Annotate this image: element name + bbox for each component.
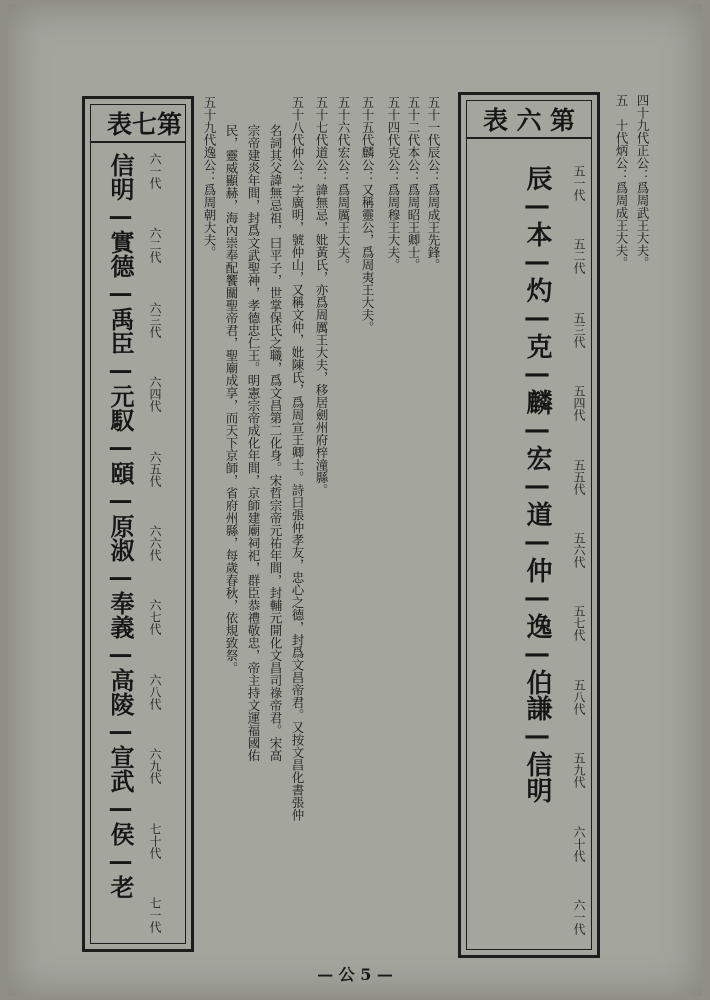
generation-label: 六一代 <box>148 153 162 189</box>
note-55th-gen: 五十五代麟公：又稱靈公，爲周夷王大夫。 <box>360 96 375 334</box>
generation-label: 七一代 <box>148 896 162 933</box>
note-58th-gen: 五十八代仲公：字廣明，號仲山，又稱文仲，妣陳氏，爲周宣王卿士。詩曰張仲孝友，忠心之德，封爲文昌帝君。又按文昌化書張仲 <box>290 96 305 821</box>
note-49th-gen: 四十九代正公：爲周武王大夫。 <box>635 94 650 269</box>
note-54th-gen: 五十四代克公：爲周穆王大夫。 <box>386 96 401 271</box>
note-59th-gen: 五十九代逸公：爲周朝大夫。 <box>202 96 217 259</box>
generation-label: 六六代 <box>148 524 162 561</box>
generation-label: 五八代 <box>572 678 586 715</box>
table-6 <box>458 92 600 958</box>
generation-label: 五一代 <box>572 165 586 201</box>
table-6-lineage-chain: 辰—本—灼—克—麟—宏—道—仲—逸—伯謙—信明 <box>522 165 552 803</box>
generation-label: 六八代 <box>148 673 162 710</box>
note-50th-gen: 五 十代炳公：爲周成王大夫。 <box>614 94 629 269</box>
table-7-lineage-chain: 信明—實德—禹臣—元馭—頤—原淑—奉義—高陵—宣武—侯—老 <box>106 153 135 899</box>
generation-label: 七十代 <box>148 822 162 859</box>
table-7-header <box>91 105 185 143</box>
generation-label: 六十代 <box>572 825 586 862</box>
note-56th-gen: 五十六代宏公：爲周厲王大夫。 <box>336 96 351 271</box>
table-7-generation-labels <box>147 153 164 933</box>
generation-label: 六二代 <box>148 227 162 264</box>
table-7-title-char: 表 <box>107 110 133 139</box>
table-6-frame <box>466 100 592 950</box>
table-6-title-char: 第 <box>549 106 575 135</box>
generation-label: 五三代 <box>572 311 586 348</box>
generation-label: 六一代 <box>572 898 586 935</box>
generation-label: 六四代 <box>148 376 162 413</box>
generation-label: 五二代 <box>572 238 586 275</box>
generation-label: 五七代 <box>572 605 586 642</box>
table-6-title-char: 表 <box>483 106 509 135</box>
generation-label: 五六代 <box>572 531 586 568</box>
generation-label: 六九代 <box>148 748 162 785</box>
generation-label: 六七代 <box>148 599 162 636</box>
table-6-header <box>467 101 591 139</box>
table-7 <box>82 96 194 952</box>
generation-label: 六三代 <box>148 301 162 338</box>
note-58th-gen-cont: 宗帝建炎年間，封爲文武聖神，孝德忠仁王。明憲宗帝成化年間，京師建廟祠祀，群臣恭禮敬忠，帝主持文運福國佑 <box>246 124 261 762</box>
note-52nd-gen: 五十二代本公：爲周昭王卿士。 <box>406 96 421 271</box>
document-page <box>8 4 702 996</box>
generation-label: 五九代 <box>572 752 586 789</box>
note-58th-gen-cont: 民，靈威顯赫，海內崇奉配饗關聖帝君，聖廟成享，而天下京師，省府州縣，每歲春秋，依規致祭。 <box>224 124 239 674</box>
table-7-title-char: 第 <box>157 110 183 139</box>
page-number: — 公 5 — <box>317 965 393 984</box>
generation-label: 五四代 <box>572 385 586 422</box>
table-6-generation-labels <box>571 165 588 935</box>
generation-label: 六五代 <box>148 450 162 487</box>
note-58th-gen-cont: 名詞其父諱無忌祖，曰平子，世掌保氏之職，爲文昌第二化身。宋哲宗帝元祐年間，封輔元開化文昌司祿帝君。宋高 <box>268 124 283 762</box>
table-6-title-char: 六 <box>516 106 542 135</box>
note-57th-gen: 五十七代道公：諱無忌，妣黃氏，亦爲周厲王大夫，移居劍州府梓潼縣。 <box>314 96 329 496</box>
generation-label: 五五代 <box>572 458 586 495</box>
table-7-title-char: 七 <box>132 110 158 139</box>
table-7-frame <box>90 104 186 944</box>
note-51st-gen: 五十一代辰公：爲周成王先鋒。 <box>426 96 441 271</box>
